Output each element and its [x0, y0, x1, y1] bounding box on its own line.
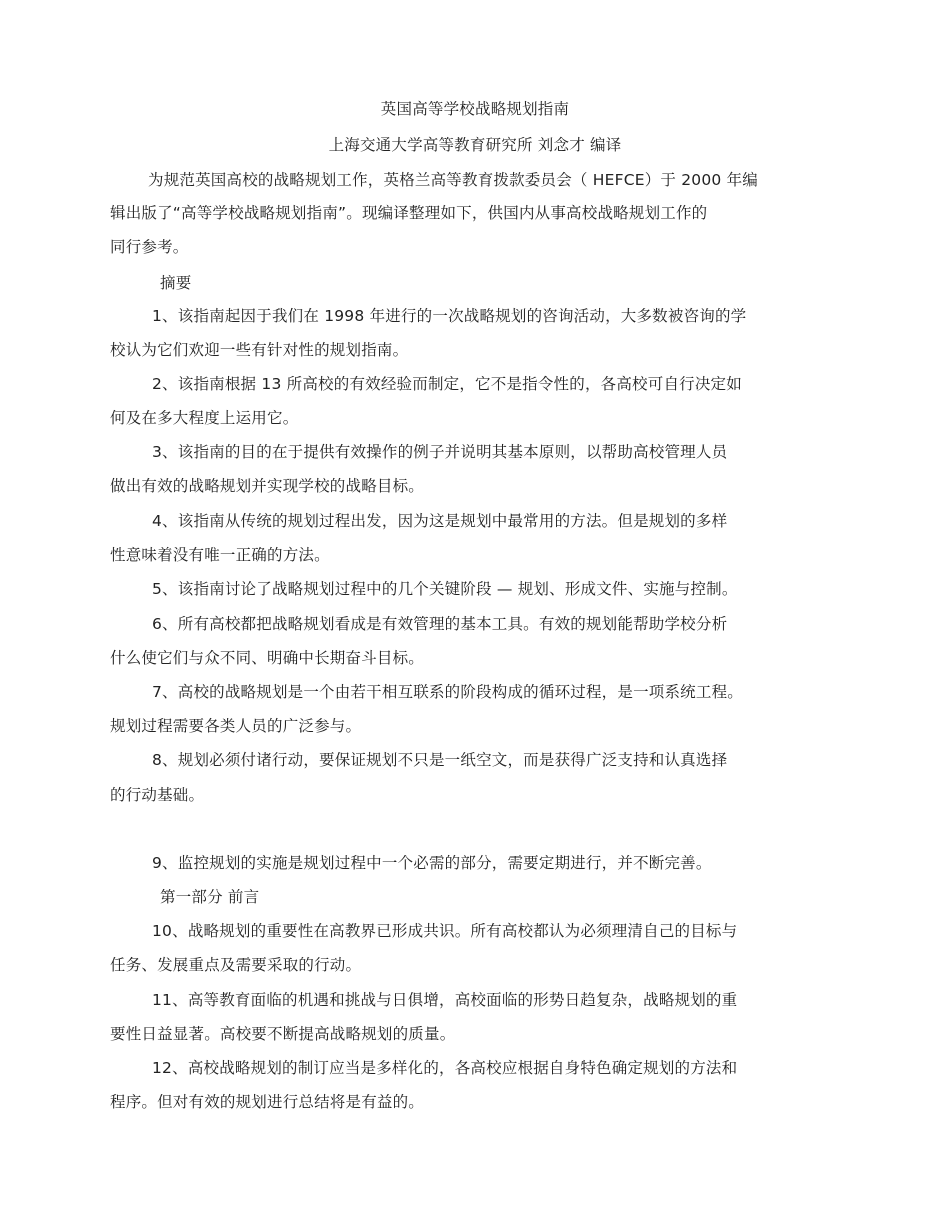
item-12-line-1: 12、高校战略规划的制订应当是多样化的，各高校应根据自身特色确定规划的方法和 [152, 1059, 738, 1077]
document-title: 英国高等学校战略规划指南 [380, 100, 570, 118]
summary-heading: 摘要 [160, 274, 192, 292]
item-5-line-1: 5、该指南讨论了战略规划过程中的几个关键阶段 — 规划、形成文件、实施与控制。 [152, 580, 738, 598]
item-1-line-2: 校认为它们欢迎一些有针对性的规划指南。 [110, 341, 409, 359]
item-11-line-1: 11、高等教育面临的机遇和挑战与日俱增，高校面临的形势日趋复杂，战略规划的重 [152, 991, 738, 1009]
item-2-line-1: 2、该指南根据 13 所高校的有效经验而制定，它不是指令性的，各高校可自行决定如 [152, 375, 742, 393]
item-2-line-2: 何及在多大程度上运用它。 [110, 409, 299, 427]
item-8-line-1: 8、规划必须付诸行动，要保证规划不只是一纸空文，而是获得广泛支持和认真选择 [152, 751, 728, 769]
item-10-line-1: 10、战略规划的重要性在高教界已形成共识。所有高校都认为必须理清自己的目标与 [152, 922, 738, 940]
item-1-line-1: 1、该指南起因于我们在 1998 年进行的一次战略规划的咨询活动，大多数被咨询的学 [152, 307, 747, 325]
part-heading: 第一部分 前言 [160, 888, 260, 906]
intro-line-3: 同行参考。 [110, 238, 189, 256]
item-6-line-1: 6、所有高校都把战略规划看成是有效管理的基本工具。有效的规划能帮助学校分析 [152, 615, 728, 633]
item-7-line-1: 7、高校的战略规划是一个由若干相互联系的阶段构成的循环过程，是一项系统工程。 [152, 683, 743, 701]
item-3-line-2: 做出有效的战略规划并实现学校的战略目标。 [110, 477, 425, 495]
intro-line-2: 辑出版了“高等学校战略规划指南”。现编译整理如下，供国内从事高校战略规划工作的 [110, 204, 708, 222]
item-10-line-2: 任务、发展重点及需要采取的行动。 [110, 956, 362, 974]
item-9-line-1: 9、监控规划的实施是规划过程中一个必需的部分，需要定期进行，并不断完善。 [152, 854, 712, 872]
item-6-line-2: 什么使它们与众不同、明确中长期奋斗目标。 [110, 649, 425, 667]
intro-line-1: 为规范英国高校的战略规划工作，英格兰高等教育拨款委员会（ HEFCE）于 2000 年编 [148, 171, 759, 189]
byline: 上海交通大学高等教育研究所 刘念才 编译 [328, 136, 622, 154]
item-7-line-2: 规划过程需要各类人员的广泛参与。 [110, 717, 362, 735]
item-4-line-1: 4、该指南从传统的规划过程出发，因为这是规划中最常用的方法。但是规划的多样 [152, 512, 728, 530]
item-12-line-2: 程序。但对有效的规划进行总结将是有益的。 [110, 1093, 425, 1111]
item-11-line-2: 要性日益显著。高校要不断提高战略规划的质量。 [110, 1025, 456, 1043]
item-4-line-2: 性意味着没有唯一正确的方法。 [110, 546, 330, 564]
item-8-line-2: 的行动基础。 [110, 786, 205, 804]
item-3-line-1: 3、该指南的目的在于提供有效操作的例子并说明其基本原则，以帮助高校管理人员 [152, 443, 728, 461]
